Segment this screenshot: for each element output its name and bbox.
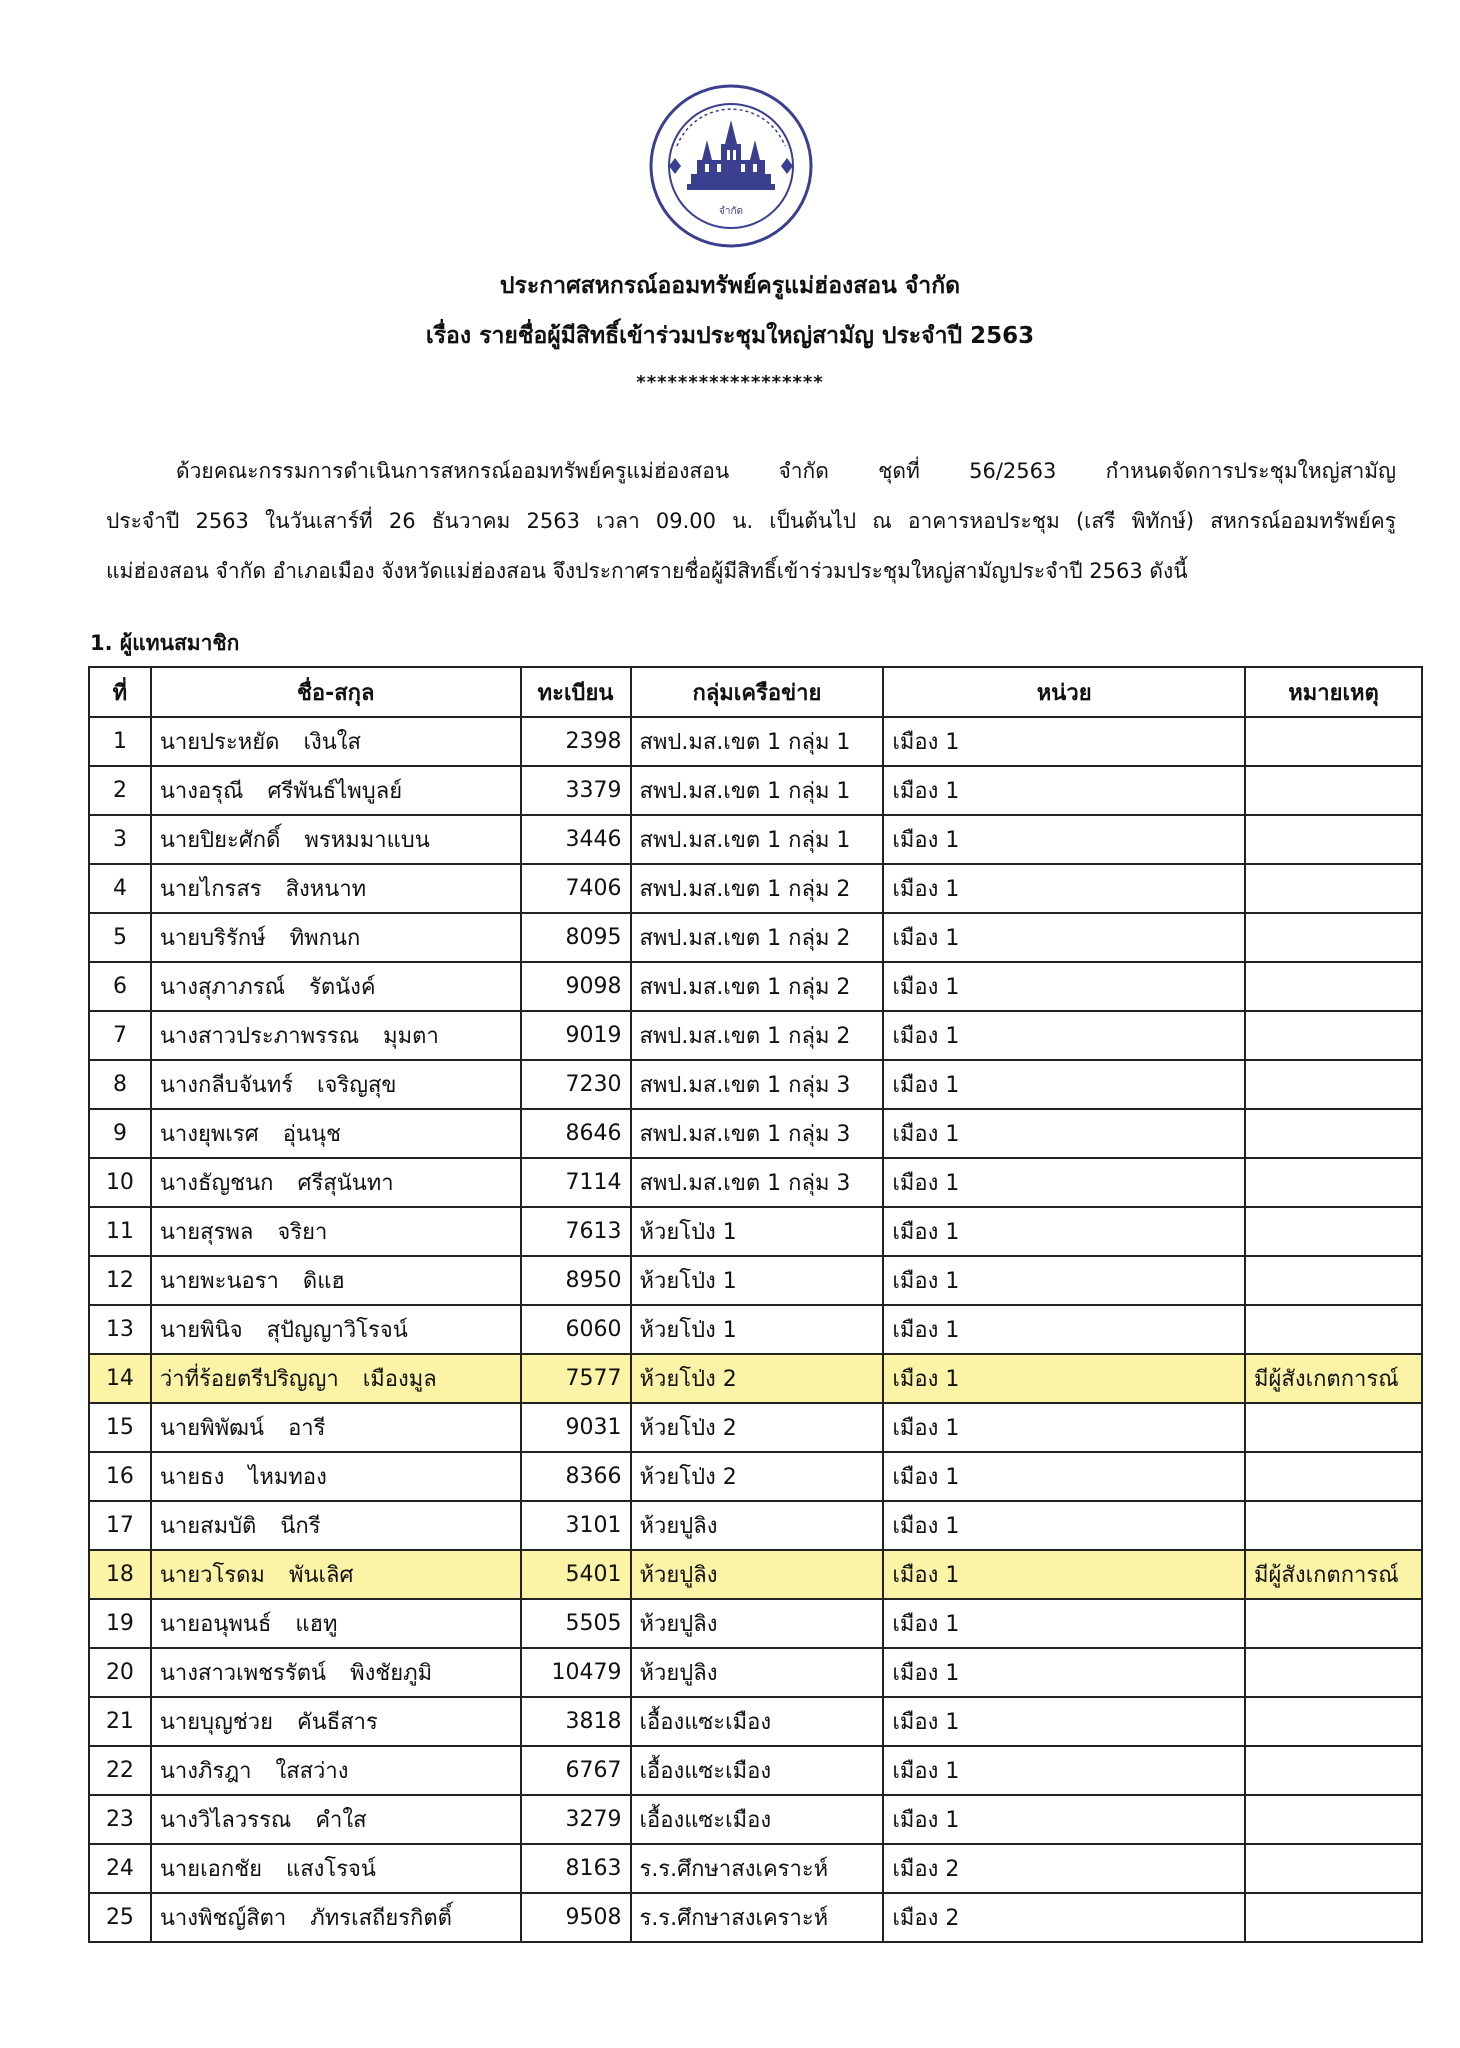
member-name xyxy=(151,1011,521,1060)
row-number: 3 xyxy=(89,815,151,864)
registration-number: 10479 xyxy=(521,1648,631,1697)
network-group: ห้วยโป่ง 2 xyxy=(631,1354,884,1403)
remark xyxy=(1245,1893,1422,1942)
member-last-name: แฮทู xyxy=(295,1612,338,1637)
member-last-name: เจริญสุข xyxy=(317,1073,397,1098)
remark xyxy=(1245,1011,1422,1060)
row-number: 22 xyxy=(89,1746,151,1795)
network-group: สพป.มส.เขต 1 กลุ่ม 1 xyxy=(631,766,884,815)
unit: เมือง 1 xyxy=(883,1109,1245,1158)
remark xyxy=(1245,815,1422,864)
table-row xyxy=(89,1158,1422,1207)
remark xyxy=(1245,1256,1422,1305)
row-number: 12 xyxy=(89,1256,151,1305)
member-first-name: นางธัญชนก xyxy=(159,1171,274,1196)
member-name xyxy=(151,1844,521,1893)
remark xyxy=(1245,1599,1422,1648)
row-number: 17 xyxy=(89,1501,151,1550)
member-first-name: นายพินิจ xyxy=(159,1318,243,1343)
col-header-note: หมายเหตุ xyxy=(1245,667,1422,717)
member-last-name: ศรีพันธ์ไพบูลย์ xyxy=(267,779,403,804)
member-last-name: สิงหนาท xyxy=(285,877,367,902)
col-header-no: ที่ xyxy=(89,667,151,717)
table-row xyxy=(89,1207,1422,1256)
network-group: ห้วยโป่ง 1 xyxy=(631,1207,884,1256)
network-group: เอื้องแซะเมือง xyxy=(631,1746,884,1795)
member-name xyxy=(151,962,521,1011)
registration-number: 8163 xyxy=(521,1844,631,1893)
member-name xyxy=(151,1158,521,1207)
member-last-name: ดิแฮ xyxy=(302,1269,345,1294)
table-row xyxy=(89,1305,1422,1354)
remark xyxy=(1245,717,1422,766)
unit: เมือง 1 xyxy=(883,864,1245,913)
member-first-name: นายสุรพล xyxy=(159,1220,254,1245)
network-group: ห้วยโป่ง 2 xyxy=(631,1403,884,1452)
remark xyxy=(1245,1452,1422,1501)
member-last-name: มุมตา xyxy=(383,1024,439,1049)
row-number: 11 xyxy=(89,1207,151,1256)
unit: เมือง 1 xyxy=(883,1795,1245,1844)
row-number: 10 xyxy=(89,1158,151,1207)
network-group: เอื้องแซะเมือง xyxy=(631,1697,884,1746)
row-number: 23 xyxy=(89,1795,151,1844)
member-first-name: นายอนุพนธ์ xyxy=(159,1612,272,1637)
member-name xyxy=(151,1893,521,1942)
remark xyxy=(1245,864,1422,913)
network-group: สพป.มส.เขต 1 กลุ่ม 2 xyxy=(631,962,884,1011)
member-last-name: ไหมทอง xyxy=(248,1465,327,1490)
registration-number: 8366 xyxy=(521,1452,631,1501)
network-group: สพป.มส.เขต 1 กลุ่ม 2 xyxy=(631,913,884,962)
remark xyxy=(1245,1501,1422,1550)
unit: เมือง 2 xyxy=(883,1844,1245,1893)
registration-number: 7114 xyxy=(521,1158,631,1207)
network-group: สพป.มส.เขต 1 กลุ่ม 2 xyxy=(631,864,884,913)
network-group: สพป.มส.เขต 1 กลุ่ม 2 xyxy=(631,1011,884,1060)
unit: เมือง 1 xyxy=(883,1550,1245,1599)
network-group: เอื้องแซะเมือง xyxy=(631,1795,884,1844)
member-first-name: นายพะนอรา xyxy=(159,1269,279,1294)
member-last-name: ศรีสุนันทา xyxy=(297,1171,394,1196)
member-last-name: สุปัญญาวิโรจน์ xyxy=(266,1318,408,1343)
row-number: 15 xyxy=(89,1403,151,1452)
remark xyxy=(1245,1403,1422,1452)
row-number: 6 xyxy=(89,962,151,1011)
member-first-name: นายพิพัฒน์ xyxy=(159,1416,265,1441)
table-row xyxy=(89,1011,1422,1060)
table-header-row xyxy=(89,667,1422,717)
member-first-name: ว่าที่ร้อยตรีปริญญา xyxy=(159,1367,339,1392)
member-name xyxy=(151,1599,521,1648)
member-last-name: รัตนังค์ xyxy=(309,975,376,1000)
intro-line-2: ประจำปี 2563 ในวันเสาร์ที่ 26 ธันวาคม 2563 เวลา 09.00 น. เป็นต้นไป ณ อาคารหอประชุม (เสรี พิทักษ์) สหกรณ์ออมทรัพย์ครู xyxy=(106,509,1396,533)
row-number: 18 xyxy=(89,1550,151,1599)
remark xyxy=(1245,1060,1422,1109)
table-row xyxy=(89,1697,1422,1746)
remark xyxy=(1245,913,1422,962)
unit: เมือง 1 xyxy=(883,1305,1245,1354)
member-first-name: นายประหยัด xyxy=(159,730,280,755)
row-number: 9 xyxy=(89,1109,151,1158)
row-number: 24 xyxy=(89,1844,151,1893)
member-first-name: นายวโรดม xyxy=(159,1563,265,1588)
table-row xyxy=(89,1648,1422,1697)
network-group: ห้วยปูลิง xyxy=(631,1648,884,1697)
unit: เมือง 1 xyxy=(883,1256,1245,1305)
member-last-name: พิงชัยภูมิ xyxy=(350,1661,433,1686)
table-row xyxy=(89,1501,1422,1550)
col-header-reg: ทะเบียน xyxy=(521,667,631,717)
col-header-name: ชื่อ-สกุล xyxy=(151,667,521,717)
registration-number: 3101 xyxy=(521,1501,631,1550)
row-number: 20 xyxy=(89,1648,151,1697)
col-header-unit: หน่วย xyxy=(883,667,1245,717)
table-row xyxy=(89,1844,1422,1893)
row-number: 2 xyxy=(89,766,151,815)
member-first-name: นายบุญช่วย xyxy=(159,1710,274,1735)
member-name xyxy=(151,913,521,962)
member-last-name: ใสสว่าง xyxy=(275,1759,349,1784)
seal-bottom-text: จำกัด xyxy=(718,206,744,217)
row-number: 1 xyxy=(89,717,151,766)
network-group: ห้วยปูลิง xyxy=(631,1599,884,1648)
member-name xyxy=(151,1648,521,1697)
unit: เมือง 1 xyxy=(883,1452,1245,1501)
member-name xyxy=(151,1403,521,1452)
table-row xyxy=(89,1599,1422,1648)
member-last-name: อารี xyxy=(288,1416,326,1441)
registration-number: 3279 xyxy=(521,1795,631,1844)
table-row xyxy=(89,913,1422,962)
unit: เมือง 1 xyxy=(883,1599,1245,1648)
table-row xyxy=(89,1795,1422,1844)
registration-number: 9098 xyxy=(521,962,631,1011)
network-group: สพป.มส.เขต 1 กลุ่ม 3 xyxy=(631,1060,884,1109)
registration-number: 7577 xyxy=(521,1354,631,1403)
member-name xyxy=(151,1550,521,1599)
table-body xyxy=(89,717,1422,1942)
remark xyxy=(1245,1697,1422,1746)
unit: เมือง 1 xyxy=(883,815,1245,864)
unit: เมือง 1 xyxy=(883,1648,1245,1697)
row-number: 7 xyxy=(89,1011,151,1060)
registration-number: 3446 xyxy=(521,815,631,864)
member-last-name: พรหมมาแบน xyxy=(304,828,430,853)
member-last-name: แสงโรจน์ xyxy=(286,1857,376,1882)
registration-number: 9031 xyxy=(521,1403,631,1452)
member-name xyxy=(151,1746,521,1795)
registration-number: 6060 xyxy=(521,1305,631,1354)
network-group: ร.ร.ศึกษาสงเคราะห์ xyxy=(631,1844,884,1893)
network-group: ห้วยโป่ง 1 xyxy=(631,1256,884,1305)
member-name xyxy=(151,1109,521,1158)
network-group: ห้วยปูลิง xyxy=(631,1501,884,1550)
table-row xyxy=(89,1060,1422,1109)
remark xyxy=(1245,1158,1422,1207)
table-row xyxy=(89,1452,1422,1501)
row-number: 25 xyxy=(89,1893,151,1942)
member-last-name: จริยา xyxy=(277,1220,328,1245)
member-last-name: นีกรี xyxy=(280,1514,321,1539)
member-name xyxy=(151,1501,521,1550)
intro-line-3: แม่ฮ่องสอน จำกัด อำเภอเมือง จังหวัดแม่ฮ่องสอน จึงประกาศรายชื่อผู้มีสิทธิ์เข้าร่วมประชุมใหญ่สามัญประจำปี 2563 ดังนี้ xyxy=(106,559,1188,583)
cooperative-seal-logo xyxy=(647,82,815,250)
member-last-name: คันธีสาร xyxy=(297,1710,378,1735)
document-subject: เรื่อง รายชื่อผู้มีสิทธิ์เข้าร่วมประชุมใหญ่สามัญ ประจำปี 2563 xyxy=(425,323,1035,349)
remark xyxy=(1245,1795,1422,1844)
member-first-name: นางสาวประภาพรรณ xyxy=(159,1024,360,1049)
unit: เมือง 1 xyxy=(883,1354,1245,1403)
unit: เมือง 1 xyxy=(883,1746,1245,1795)
remark xyxy=(1245,1648,1422,1697)
remark xyxy=(1245,1305,1422,1354)
remark xyxy=(1245,1207,1422,1256)
network-group: ห้วยปูลิง xyxy=(631,1550,884,1599)
network-group: ห้วยโป่ง 1 xyxy=(631,1305,884,1354)
member-last-name: ภัทรเสถียรกิตติ์ xyxy=(310,1906,452,1931)
row-number: 4 xyxy=(89,864,151,913)
member-name xyxy=(151,864,521,913)
table-row xyxy=(89,1550,1422,1599)
registration-number: 2398 xyxy=(521,717,631,766)
network-group: สพป.มส.เขต 1 กลุ่ม 1 xyxy=(631,717,884,766)
remark xyxy=(1245,1746,1422,1795)
member-last-name: ทิพกนก xyxy=(289,926,361,951)
member-first-name: นายไกรสร xyxy=(159,877,262,902)
unit: เมือง 1 xyxy=(883,1011,1245,1060)
unit: เมือง 1 xyxy=(883,1158,1245,1207)
member-last-name: พันเลิศ xyxy=(288,1563,354,1588)
representatives-table xyxy=(88,666,1423,1943)
intro-paragraph xyxy=(106,446,1396,596)
network-group: สพป.มส.เขต 1 กลุ่ม 1 xyxy=(631,815,884,864)
section-title: 1. ผู้แทนสมาชิก xyxy=(90,631,240,655)
member-name xyxy=(151,1256,521,1305)
member-name xyxy=(151,1697,521,1746)
member-name xyxy=(151,1305,521,1354)
member-name xyxy=(151,815,521,864)
table-row xyxy=(89,1354,1422,1403)
registration-number: 8950 xyxy=(521,1256,631,1305)
intro-line-1: ด้วยคณะกรรมการดำเนินการสหกรณ์ออมทรัพย์ครูแม่ฮ่องสอน จำกัด ชุดที่ 56/2563 กำหนดจัดการประชุมใหญ่สามัญ xyxy=(176,459,1396,483)
member-first-name: นางภิรฎา xyxy=(159,1759,252,1784)
registration-number: 6767 xyxy=(521,1746,631,1795)
unit: เมือง 1 xyxy=(883,962,1245,1011)
member-name xyxy=(151,717,521,766)
remark: มีผู้สังเกตการณ์ xyxy=(1245,1550,1422,1599)
unit: เมือง 1 xyxy=(883,1501,1245,1550)
unit: เมือง 1 xyxy=(883,1697,1245,1746)
unit: เมือง 1 xyxy=(883,1207,1245,1256)
member-name xyxy=(151,1060,521,1109)
network-group: สพป.มส.เขต 1 กลุ่ม 3 xyxy=(631,1109,884,1158)
table-row xyxy=(89,1893,1422,1942)
row-number: 16 xyxy=(89,1452,151,1501)
title-separator: ****************** xyxy=(636,372,824,393)
registration-number: 5401 xyxy=(521,1550,631,1599)
registration-number: 3379 xyxy=(521,766,631,815)
member-first-name: นายบริรักษ์ xyxy=(159,926,266,951)
col-header-group: กลุ่มเครือข่าย xyxy=(631,667,884,717)
member-first-name: นายธง xyxy=(159,1465,225,1490)
member-first-name: นางสุภาภรณ์ xyxy=(159,975,286,1000)
table-row xyxy=(89,864,1422,913)
network-group: สพป.มส.เขต 1 กลุ่ม 3 xyxy=(631,1158,884,1207)
member-name xyxy=(151,766,521,815)
registration-number: 9019 xyxy=(521,1011,631,1060)
member-first-name: นายปิยะศักดิ์ xyxy=(159,828,281,853)
unit: เมือง 1 xyxy=(883,766,1245,815)
table-row xyxy=(89,1109,1422,1158)
document-title: ประกาศสหกรณ์ออมทรัพย์ครูแม่ฮ่องสอน จำกัด xyxy=(499,273,961,299)
table-row xyxy=(89,1746,1422,1795)
member-first-name: นางอรุณี xyxy=(159,779,244,804)
member-last-name: อุ่นนุช xyxy=(282,1122,341,1147)
member-first-name: นายสมบัติ xyxy=(159,1514,257,1539)
remark xyxy=(1245,962,1422,1011)
member-name xyxy=(151,1207,521,1256)
member-first-name: นางวิไลวรรณ xyxy=(159,1808,292,1833)
row-number: 8 xyxy=(89,1060,151,1109)
table-row xyxy=(89,717,1422,766)
table-row xyxy=(89,766,1422,815)
member-first-name: นางกลีบจันทร์ xyxy=(159,1073,294,1098)
unit: เมือง 1 xyxy=(883,1403,1245,1452)
member-first-name: นางยุพเรศ xyxy=(159,1122,259,1147)
registration-number: 3818 xyxy=(521,1697,631,1746)
unit: เมือง 1 xyxy=(883,913,1245,962)
registration-number: 7230 xyxy=(521,1060,631,1109)
table-row xyxy=(89,962,1422,1011)
registration-number: 8646 xyxy=(521,1109,631,1158)
network-group: ห้วยโป่ง 2 xyxy=(631,1452,884,1501)
member-first-name: นายเอกชัย xyxy=(159,1857,263,1882)
member-name xyxy=(151,1795,521,1844)
member-name xyxy=(151,1452,521,1501)
unit: เมือง 1 xyxy=(883,1060,1245,1109)
registration-number: 8095 xyxy=(521,913,631,962)
remark: มีผู้สังเกตการณ์ xyxy=(1245,1354,1422,1403)
row-number: 21 xyxy=(89,1697,151,1746)
remark xyxy=(1245,1109,1422,1158)
row-number: 19 xyxy=(89,1599,151,1648)
member-name xyxy=(151,1354,521,1403)
remark xyxy=(1245,766,1422,815)
registration-number: 5505 xyxy=(521,1599,631,1648)
member-last-name: เงินใส xyxy=(303,730,361,755)
table-row xyxy=(89,815,1422,864)
table-row xyxy=(89,1256,1422,1305)
table-row xyxy=(89,1403,1422,1452)
member-first-name: นางพิชญ์สิตา xyxy=(159,1906,287,1931)
registration-number: 9508 xyxy=(521,1893,631,1942)
unit: เมือง 1 xyxy=(883,717,1245,766)
remark xyxy=(1245,1844,1422,1893)
member-first-name: นางสาวเพชรรัตน์ xyxy=(159,1661,327,1686)
registration-number: 7613 xyxy=(521,1207,631,1256)
member-last-name: เมืองมูล xyxy=(362,1367,437,1392)
member-last-name: คำใส xyxy=(315,1808,367,1833)
registration-number: 7406 xyxy=(521,864,631,913)
unit: เมือง 2 xyxy=(883,1893,1245,1942)
network-group: ร.ร.ศึกษาสงเคราะห์ xyxy=(631,1893,884,1942)
row-number: 13 xyxy=(89,1305,151,1354)
row-number: 14 xyxy=(89,1354,151,1403)
row-number: 5 xyxy=(89,913,151,962)
